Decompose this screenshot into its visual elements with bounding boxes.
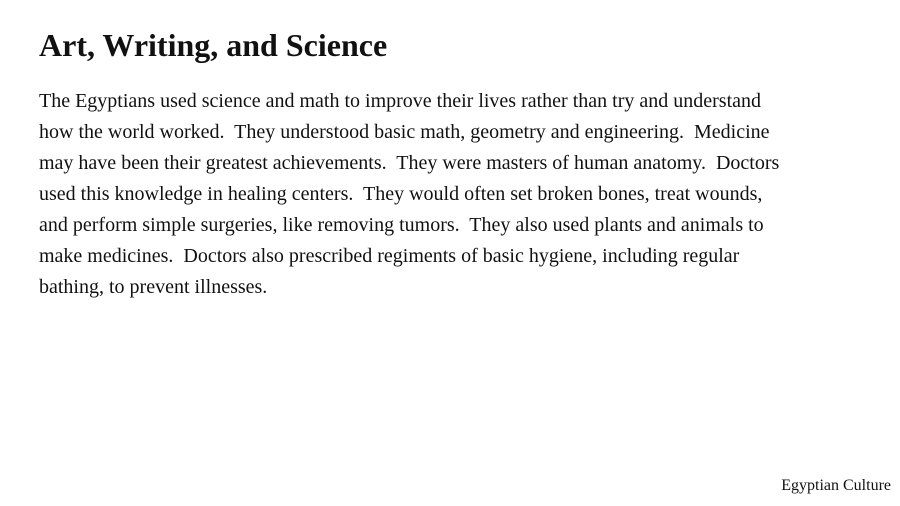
body-line: used this knowledge in healing centers. They would often set broken bones, treat wounds,	[39, 183, 763, 205]
slide-title: Art, Writing, and Science	[39, 27, 388, 63]
body-line: make medicines. Doctors also prescribed regiments of basic hygiene, including regular	[39, 245, 740, 267]
body-line: and perform simple surgeries, like removing tumors. They also used plants and animals to	[39, 214, 764, 236]
body-line: may have been their greatest achievements. They were masters of human anatomy. Doctors	[39, 152, 780, 174]
body-line: The Egyptians used science and math to improve their lives rather than try and understand	[39, 90, 762, 112]
slide-footer: Egyptian Culture	[781, 477, 891, 494]
body-line: bathing, to prevent illnesses.	[39, 276, 268, 298]
body-line: how the world worked. They understood basic math, geometry and engineering. Medicine	[39, 121, 770, 143]
slide-body-text	[39, 86, 779, 303]
